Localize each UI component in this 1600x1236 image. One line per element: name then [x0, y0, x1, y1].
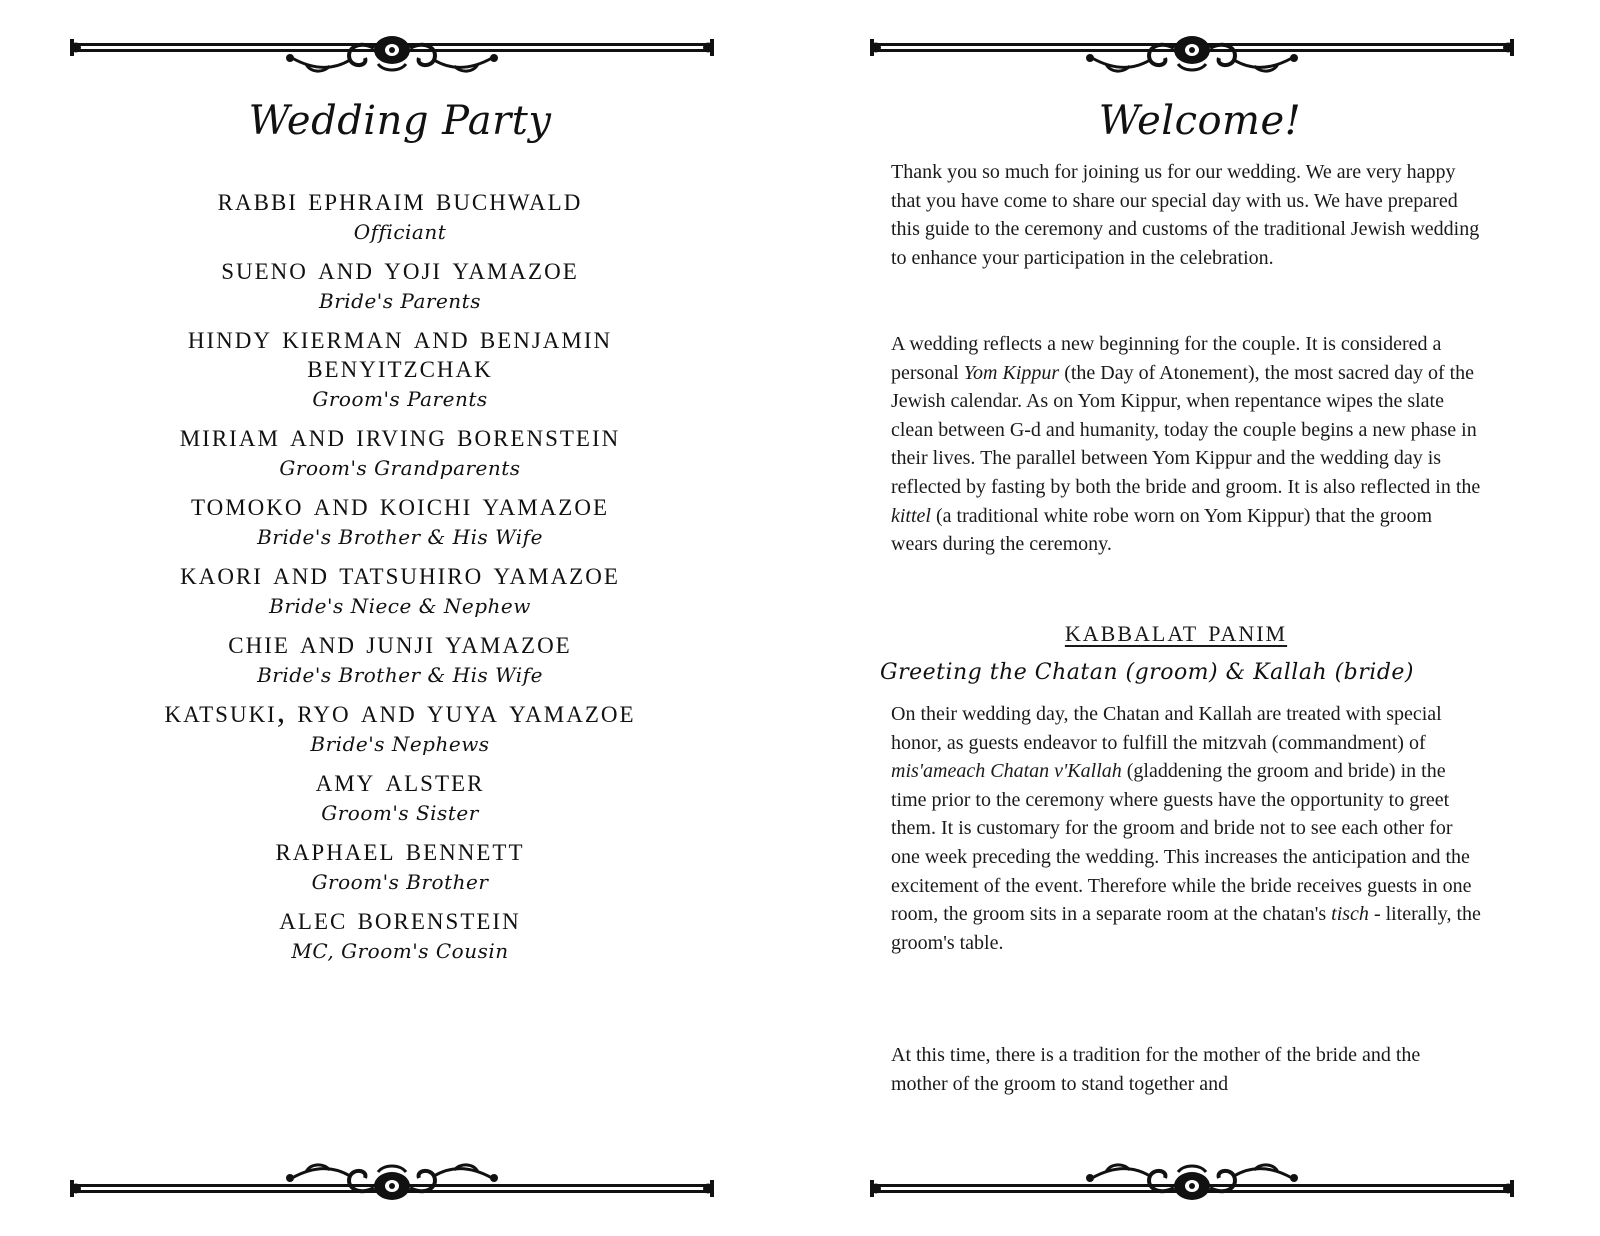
text-segment: A wedding reflects a new beginning for the couple. It is considered a personal	[891, 333, 1442, 384]
party-member	[90, 763, 710, 828]
text-segment: (a traditional white robe worn on Yom Kippur) that the groom wears during the ceremony.	[891, 504, 1433, 556]
member-role: MC, Groom's Cousin	[291, 939, 509, 963]
welcome-paragraph-1: Thank you so much for joining us for our wedding. We are very happy that you have come to share our special day with us. We have prepared this guide to the ceremony and customs of the traditional Jewish wedding to enhance your participation in the celebration.	[891, 161, 1480, 269]
member-role: Groom's Brother	[311, 870, 489, 894]
party-member	[90, 418, 710, 483]
party-member	[90, 832, 710, 897]
member-name: kaori and tatsuhiro yamazoe	[180, 556, 620, 592]
member-name: sueno and yoji yamazoe	[221, 251, 579, 287]
top-flourish-divider-icon	[800, 28, 1600, 88]
wedding-party-list	[90, 182, 710, 974]
member-role: Groom's Parents	[312, 387, 488, 411]
welcome-title: Welcome!	[1098, 98, 1302, 144]
member-name: miriam and irving borenstein	[179, 418, 621, 454]
member-role: Bride's Brother & His Wife	[257, 525, 543, 549]
emphasis-kittel: kittel	[891, 504, 931, 527]
member-role: Bride's Brother & His Wife	[257, 663, 543, 687]
text-segment: (the Day of Atonement), the most sacred day of the Jewish calendar. As on Yom Kippur, when repentance wipes the slate clean between G-d and humanity, today the couple begins a new phase in their lives. The parallel between Yom Kippur and the wedding day is reflected by fasting by both the bride and groom. It is also reflected in the	[891, 361, 1481, 498]
member-role: Bride's Nephews	[310, 732, 490, 756]
emphasis-yom-kippur: Yom Kippur	[963, 361, 1060, 384]
member-name: rabbi ephraim buchwald	[217, 182, 583, 218]
party-member	[90, 182, 710, 247]
member-name: katsuki, ryo and yuya yamazoe	[164, 694, 636, 730]
party-member	[90, 625, 710, 690]
bottom-flourish-divider-icon	[800, 1148, 1600, 1208]
text-segment: - literally, the groom's table.	[891, 903, 1481, 954]
welcome-paragraph-2	[891, 330, 1481, 559]
member-name: hindy kierman and benjamin benyitzchak	[187, 320, 613, 385]
party-member	[90, 320, 710, 414]
member-name: chie and junji yamazoe	[228, 625, 572, 661]
emphasis-tisch: tisch	[1331, 903, 1369, 926]
right-page	[800, 0, 1600, 1236]
party-member	[90, 694, 710, 759]
member-role: Bride's Niece & Nephew	[269, 594, 531, 618]
kabbalat-panim-subtitle: Greeting the Chatan (groom) & Kallah (bride)	[880, 660, 1415, 685]
party-member	[90, 487, 710, 552]
member-name: alec borenstein	[279, 901, 521, 937]
party-member	[90, 556, 710, 621]
kabbalat-paragraph-1	[891, 700, 1481, 957]
top-flourish-divider-icon	[0, 28, 800, 88]
member-role: Bride's Parents	[319, 289, 481, 313]
member-role: Officiant	[353, 220, 447, 244]
party-member	[90, 251, 710, 316]
text-segment: (gladdening the groom and bride) in the time prior to the ceremony where guests have the opportunity to greet them. It is customary for the groom and bride not to see each other for one week preceding the wedding. This increases the anticipation and the excitement of the event. Therefore while the bride receives guests in one room, the groom sits in a separate room at the chatan's	[891, 760, 1472, 926]
member-name: tomoko and koichi yamazoe	[190, 487, 610, 523]
text-segment: On their wedding day, the Chatan and Kallah are treated with special honor, as guests endeavor to fulfill the mitzvah (commandment) of	[891, 703, 1442, 754]
bottom-flourish-divider-icon	[0, 1148, 800, 1208]
wedding-party-title: Wedding Party	[248, 98, 552, 144]
emphasis-misameach: mis'ameach Chatan v'Kallah	[891, 760, 1122, 783]
kabbalat-paragraph-2: At this time, there is a tradition for the mother of the bride and the mother of the groom to stand together and	[891, 1044, 1421, 1095]
member-name: raphael bennett	[275, 832, 525, 868]
member-role: Groom's Grandparents	[279, 456, 521, 480]
member-role: Groom's Sister	[321, 801, 479, 825]
kabbalat-panim-heading: kabbalat panim	[1064, 612, 1288, 648]
member-name: amy alster	[315, 763, 485, 799]
party-member	[90, 901, 710, 966]
